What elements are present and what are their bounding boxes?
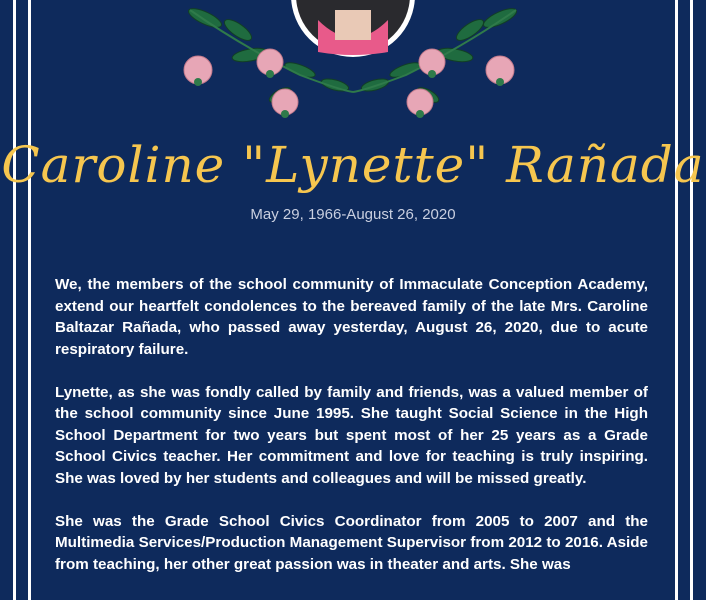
memorial-dates: May 29, 1966-August 26, 2020 xyxy=(250,206,456,223)
portrait-photo xyxy=(291,0,415,57)
paragraph: We, the members of the school community of Immaculate Conception Academy, extend our heartfelt condolences to the bereaved family of the late Mrs. Caroline Baltazar Rañada, who passed away yesterday, August 26, 2020, due to acute respiratory failure. xyxy=(55,276,648,358)
portrait-with-wreath xyxy=(0,0,706,135)
paragraph: She was the Grade School Civics Coordinator from 2005 to 2007 and the Multimedia Services/Production Management Supervisor from 2012 to 2016. Aside from teaching, her other great passion was in theater and arts. She was xyxy=(55,512,648,573)
paragraph: Lynette, as she was fondly called by family and friends, was a valued member of the school community since June 1995. She taught Social Science in the High School Department for two years but spent most of her 25 years as a Grade School Civics teacher. Her commitment and love for teaching is truly inspiring. She was loved by her students and colleagues and will be missed greatly. xyxy=(55,383,648,487)
memorial-name: Caroline "Lynette" Rañada xyxy=(1,136,705,194)
flower-wreath-icon xyxy=(0,0,706,135)
memorial-text xyxy=(55,274,648,597)
